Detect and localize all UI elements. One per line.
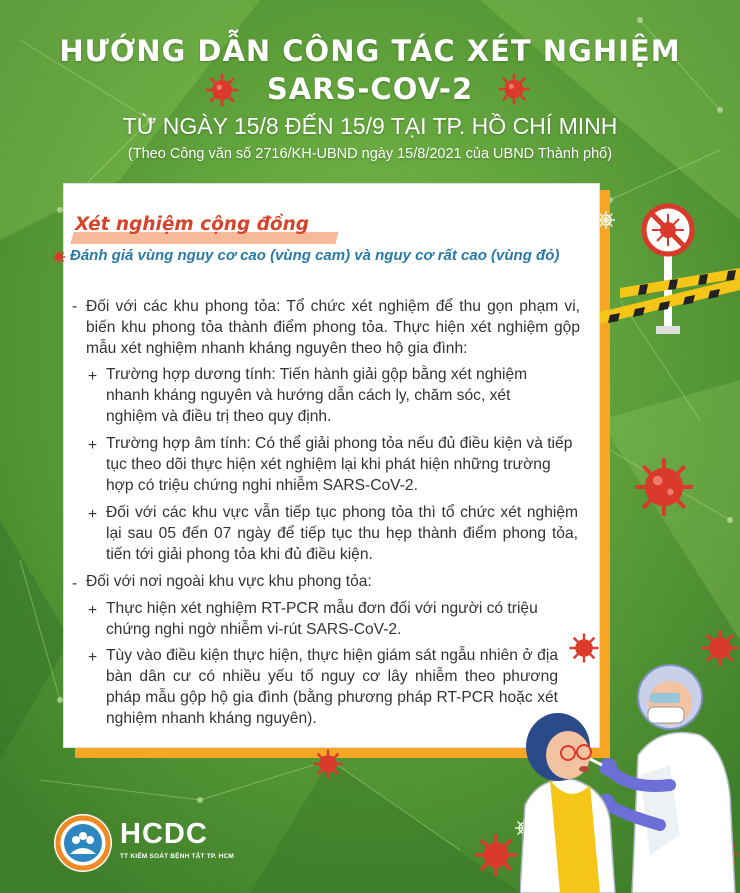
logo-text: HCDC bbox=[120, 818, 208, 850]
sub-list-item: Trường hợp dương tính: Tiến hành giải gộp bằng xét nghiệm nhanh kháng nguyên và hướng dẫn cách ly, chăm sóc, xét nghiệm và điều trị theo quy định. bbox=[106, 366, 528, 425]
plus-bullet: + bbox=[88, 437, 98, 454]
caution-tape bbox=[600, 268, 740, 328]
sub-list-item: Tùy vào điều kiện thực hiện, thực hiện giám sát ngẫu nhiên ở địa bàn dân cư có nhiều yếu tố nguy cơ lây nhiễm theo phương pháp mẫu gộp hộ gia đình (bằng phương pháp RT-PCR hoặc xét nghiệm nhanh kháng nguyên). bbox=[106, 647, 558, 727]
plus-bullet: + bbox=[88, 506, 98, 523]
testing-illustration bbox=[520, 655, 740, 893]
virus-icon bbox=[312, 748, 344, 780]
logo-subtext: TT KIỂM SOÁT BỆNH TẬT TP. HCM bbox=[120, 853, 235, 860]
hcdc-logo-icon bbox=[52, 812, 114, 874]
section-title: Xét nghiệm cộng đồng bbox=[75, 214, 309, 235]
plus-bullet: + bbox=[88, 649, 98, 666]
virus-icon bbox=[497, 72, 531, 106]
section-heading bbox=[72, 212, 372, 246]
plus-bullet: + bbox=[88, 602, 98, 619]
page-title-line1: HƯỚNG DẪN CÔNG TÁC XÉT NGHIỆM bbox=[59, 34, 681, 68]
virus-icon bbox=[632, 455, 696, 519]
page-title-line2: SARS-COV-2 bbox=[266, 72, 474, 106]
virus-icon bbox=[596, 210, 616, 230]
sub-list-item: Thực hiện xét nghiệm RT-PCR mẫu đơn đối với người có triệu chứng nghi ngờ nhiễm vi-rút SARS-CoV-2. bbox=[106, 600, 538, 638]
list-item: Đối với nơi ngoài khu vực khu phong tỏa: bbox=[86, 573, 372, 590]
virus-icon bbox=[204, 72, 240, 108]
virus-bullet-icon bbox=[52, 250, 66, 264]
section-subtitle: Đánh giá vùng nguy cơ cao (vùng cam) và nguy cơ rất cao (vùng đỏ) bbox=[70, 247, 560, 264]
dash-bullet: - bbox=[72, 575, 78, 592]
dash-bullet: - bbox=[72, 298, 78, 315]
sub-list-item: Đối với các khu vực vẫn tiếp tục phong tỏa thì tổ chức xét nghiệm lại sau 05 đến 07 ngày để tiếp tục thu hẹp thành điểm phong tỏa, tiến tới giải phong tỏa khi đủ điều kiện. bbox=[106, 504, 578, 563]
plus-bullet: + bbox=[88, 368, 98, 385]
list-item: Đối với các khu phong tỏa: Tổ chức xét nghiệm để thu gọn phạm vi, biến khu phong tỏa thành điểm phong tỏa. Thực hiện xét nghiệm gộp mẫu xét nghiệm nhanh kháng nguyên theo hộ gia đình: bbox=[86, 298, 580, 357]
reference-note: (Theo Công văn số 2716/KH-UBND ngày 15/8/2021 của UBND Thành phố) bbox=[127, 146, 613, 162]
sub-list-item: Trường hợp âm tính: Có thể giải phong tỏa nếu đủ điều kiện và tiếp tục theo dõi thực hiện xét nghiệm lại khi phát hiện những trường hợp có triệu chứng nghi nhiễm SARS-CoV-2. bbox=[106, 435, 573, 494]
virus-icon bbox=[473, 832, 519, 878]
page-subtitle: TỪ NGÀY 15/8 ĐẾN 15/9 TẠI TP. HỒ CHÍ MINH bbox=[122, 113, 618, 139]
